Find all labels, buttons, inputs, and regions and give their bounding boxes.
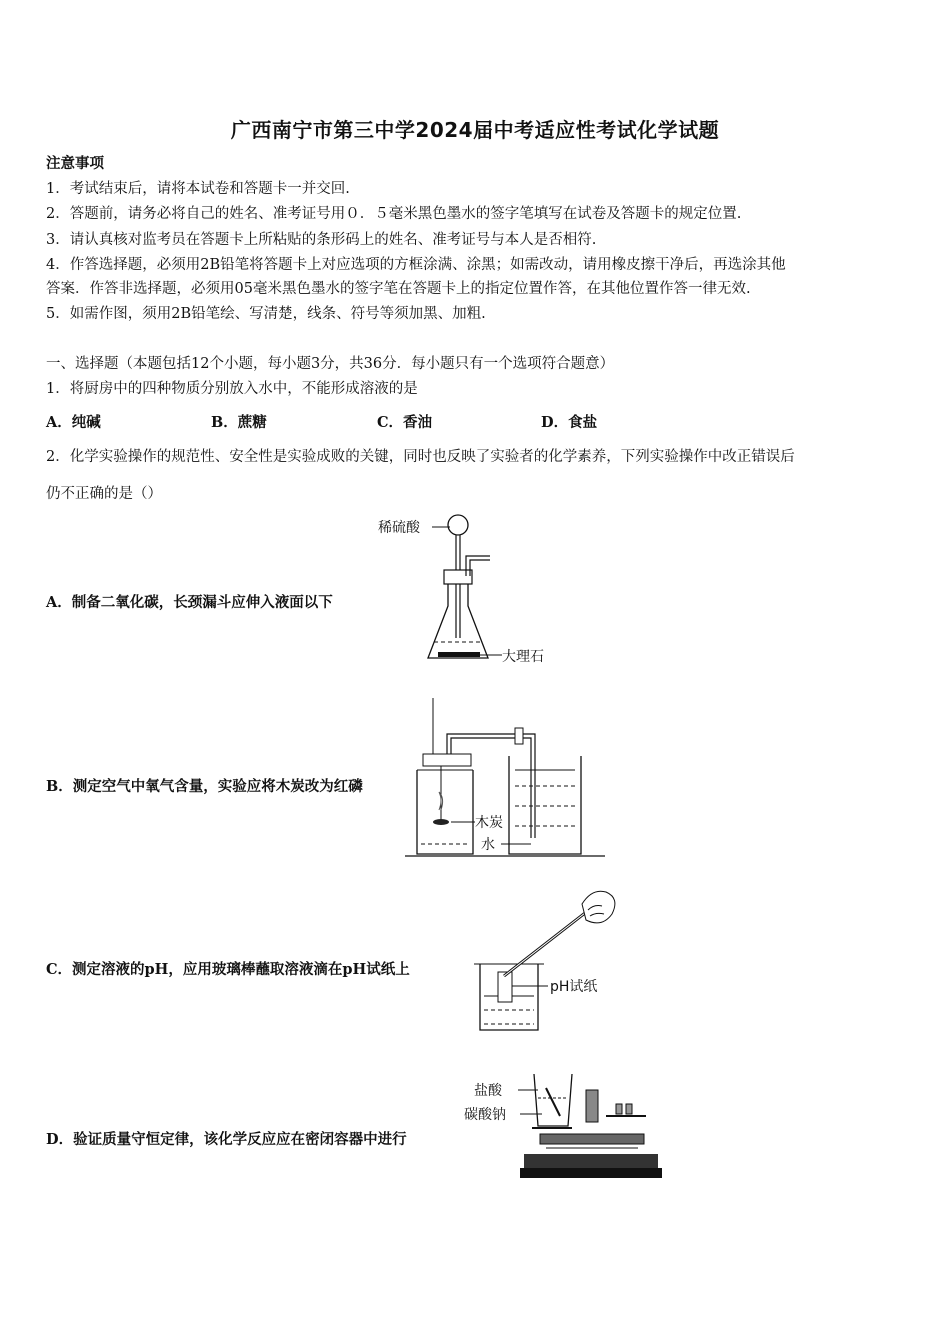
label-marble: 大理石: [502, 649, 544, 665]
notice-item: 2．答题前，请务必将自己的姓名、准考证号用０．５毫米黑色墨水的签字笔填写在试卷及答题卡的规定位置.: [46, 206, 742, 222]
notice-item: 4．作答选择题，必须用2B铅笔将答题卡上对应选项的方框涂满、涂黑；如需改动，请用橡皮擦干净后，再选涂其他: [46, 257, 786, 273]
page-title: 广西南宁市第三中学2024届中考适应性考试化学试题: [230, 118, 720, 142]
label-hydrochloric-acid: 盐酸: [474, 1083, 502, 1099]
q1-option-c: C．香油: [377, 414, 433, 431]
q1-option-a: A．纯碱: [46, 414, 101, 431]
label-ph-paper: pH试纸: [550, 979, 598, 995]
notice-item: 答案．作答非选择题，必须用05毫米黑色墨水的签字笔在答题卡上的指定位置作答，在其他位置作答一律无效.: [46, 281, 751, 297]
notice-heading: 注意事项: [46, 155, 104, 172]
ph-test-figure: [470, 884, 630, 1034]
q1-option-d: D．食盐: [541, 414, 598, 431]
balance-figure: [462, 1068, 662, 1188]
oxygen-measurement-figure: [405, 698, 605, 863]
q1-option-b: B．蔗糖: [211, 414, 267, 431]
q2-option-d: D．验证质量守恒定律，该化学反应应在密闭容器中进行: [46, 1131, 407, 1148]
label-sodium-carbonate: 碳酸钠: [464, 1107, 506, 1123]
notice-item: 3．请认真核对监考员在答题卡上所粘贴的条形码上的姓名、准考证号与本人是否相符.: [46, 232, 597, 248]
label-dilute-sulfuric-acid: 稀硫酸: [378, 520, 420, 536]
question-2-stem-line1: 2．化学实验操作的规范性、安全性是实验成败的关键，同时也反映了实验者的化学素养，下列实验操作中改正错误后: [46, 449, 795, 465]
section-heading: 一、选择题（本题包括12个小题，每小题3分，共36分．每小题只有一个选项符合题意）: [46, 356, 615, 372]
q2-option-b: B．测定空气中氧气含量，实验应将木炭改为红磷: [46, 778, 363, 795]
flask-apparatus-figure: [370, 508, 570, 673]
question-1-stem: 1．将厨房中的四种物质分别放入水中，不能形成溶液的是: [46, 381, 418, 397]
label-water: 水: [481, 837, 495, 853]
question-2-stem-line2: 仍不正确的是（）: [46, 486, 162, 502]
notice-item: 5．如需作图，须用2B铅笔绘、写清楚，线条、符号等须加黑、加粗.: [46, 306, 486, 322]
q2-option-a: A．制备二氧化碳，长颈漏斗应伸入液面以下: [46, 594, 333, 611]
label-charcoal: 木炭: [475, 815, 503, 831]
notice-item: 1．考试结束后，请将本试卷和答题卡一并交回.: [46, 181, 350, 197]
q2-option-c: C．测定溶液的pH，应用玻璃棒蘸取溶液滴在pH试纸上: [46, 961, 410, 978]
